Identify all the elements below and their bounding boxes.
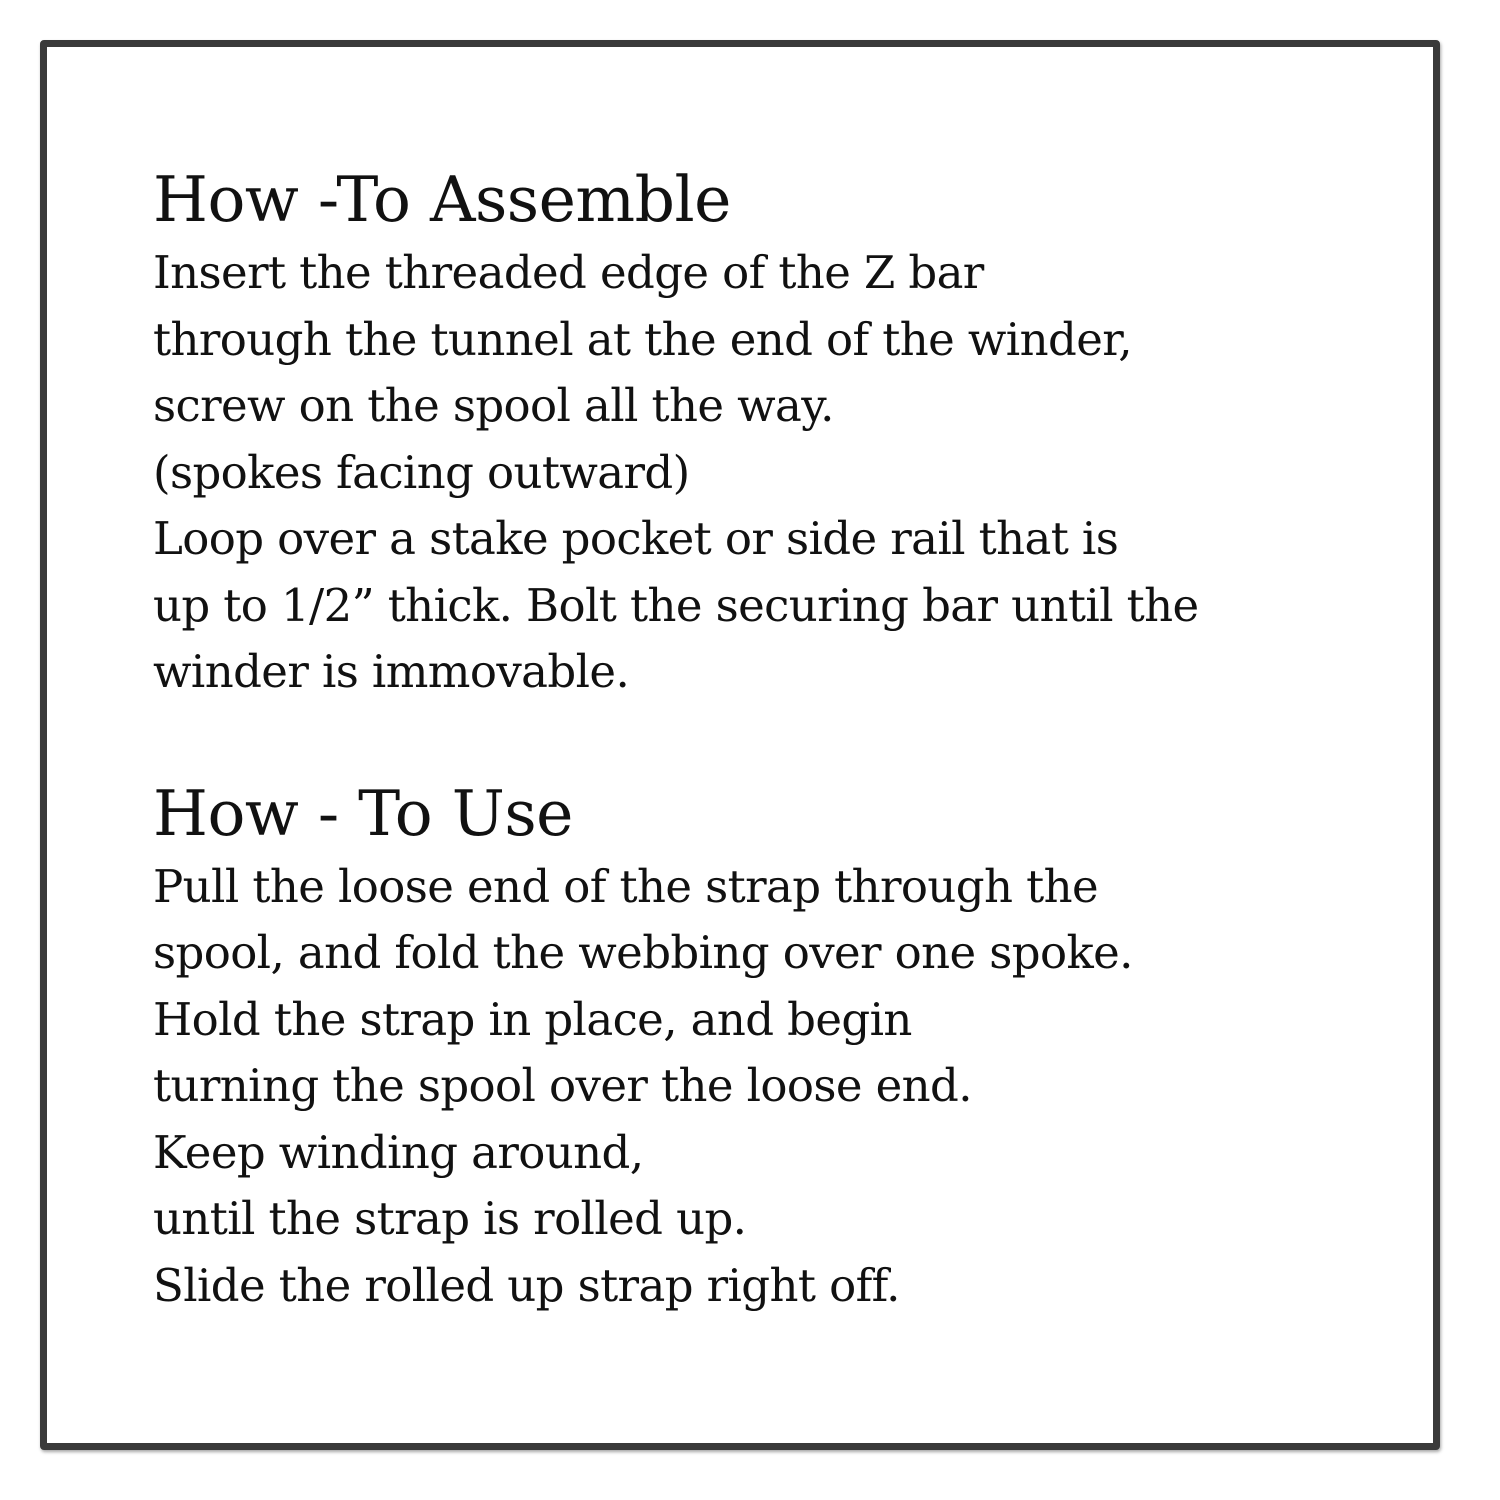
- use-line: until the strap is rolled up.: [153, 1192, 747, 1245]
- section-spacer: [153, 706, 1440, 774]
- use-heading: How - To Use: [153, 776, 573, 850]
- instructions-content: [153, 160, 1440, 1319]
- assemble-line: through the tunnel at the end of the winder,: [153, 312, 1132, 366]
- assemble-line: (spokes facing outward): [153, 445, 690, 499]
- use-line: Pull the loose end of the strap through the: [153, 859, 1098, 913]
- use-section: [153, 774, 1440, 1320]
- use-line: Slide the rolled up strap right off.: [153, 1258, 900, 1312]
- assemble-line: Loop over a stake pocket or side rail that is: [153, 512, 1119, 565]
- use-line: Keep winding around,: [153, 1125, 644, 1179]
- assemble-line: up to 1/2” thick. Bolt the securing bar until the: [153, 578, 1199, 632]
- assemble-line: screw on the spool all the way.: [153, 379, 834, 432]
- use-line: Hold the strap in place, and begin: [153, 992, 912, 1046]
- use-line: turning the spool over the loose end.: [153, 1059, 972, 1112]
- assemble-heading: How -To Assemble: [153, 163, 731, 236]
- assemble-section: [153, 160, 1440, 706]
- assemble-line: Insert the threaded edge of the Z bar: [153, 246, 984, 299]
- use-line: spool, and fold the webbing over one spoke.: [153, 926, 1133, 979]
- assemble-line: winder is immovable.: [153, 645, 630, 698]
